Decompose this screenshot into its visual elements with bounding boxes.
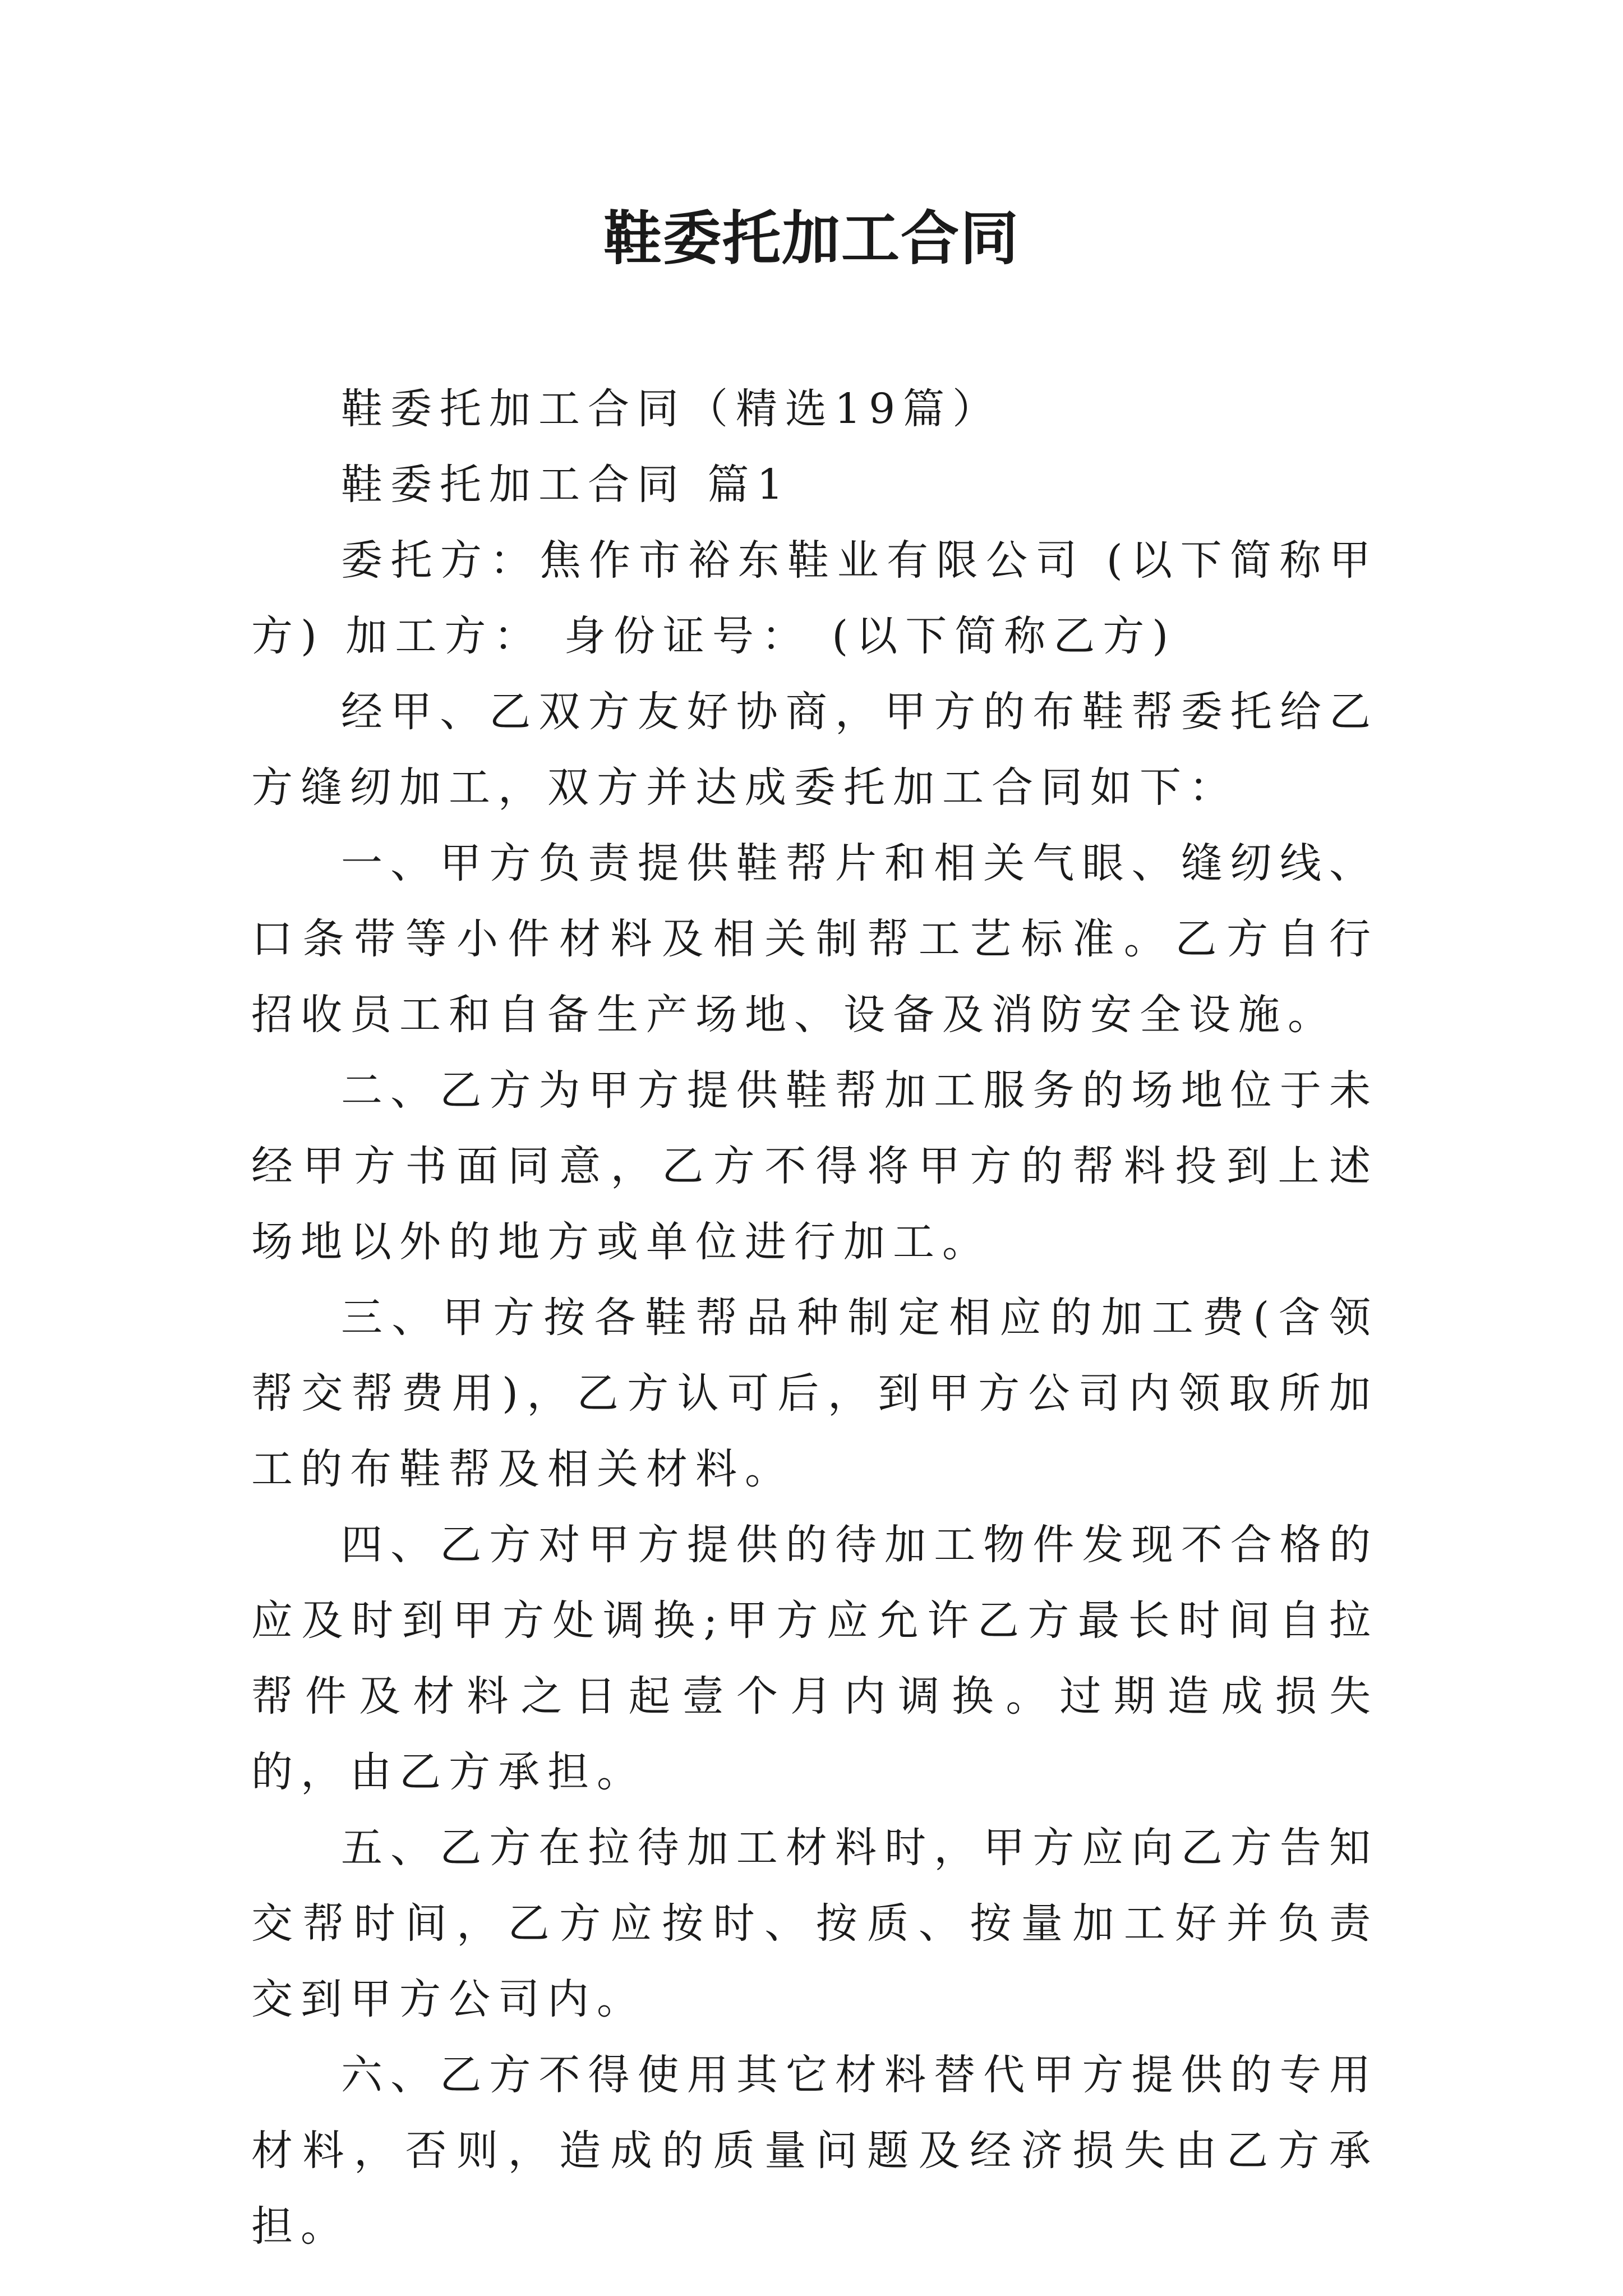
paragraph-clause-2: 二、乙方为甲方提供鞋帮加工服务的场地位于未经甲方书面同意，乙方不得将甲方的帮料投到上述场地以外的地方或单位进行加工。 <box>251 1066 1378 1266</box>
paragraph-preamble: 经甲、乙双方友好协商，甲方的布鞋帮委托给乙方缝纫加工，双方并达成委托加工合同如下： <box>251 688 1378 812</box>
paragraph-parties: 委托方：焦作市裕东鞋业有限公司 (以下简称甲方) 加工方： 身份证号： (以下简称乙方) <box>251 536 1378 660</box>
paragraph-clause-3: 三、甲方按各鞋帮品种制定相应的加工费(含领帮交帮费用)，乙方认可后，到甲方公司内领取所加工的布鞋帮及相关材料。 <box>251 1294 1378 1493</box>
document-title: 鞋委托加工合同 <box>603 204 1020 273</box>
paragraph-clause-5: 五、乙方在拉待加工材料时，甲方应向乙方告知交帮时间，乙方应按时、按质、按量加工好并负责交到甲方公司内。 <box>251 1824 1378 2023</box>
paragraph-clause-1: 一、甲方负责提供鞋帮片和相关气眼、缝纫线、口条带等小件材料及相关制帮工艺标准。乙方自行招收员工和自备生产场地、设备及消防安全设施。 <box>251 839 1378 1039</box>
paragraph-section-heading: 鞋委托加工合同 篇1 <box>341 461 791 509</box>
paragraph-clause-4: 四、乙方对甲方提供的待加工物件发现不合格的应及时到甲方处调换;甲方应允许乙方最长时间自拉帮件及材料之日起壹个月内调换。过期造成损失的，由乙方承担。 <box>251 1521 1378 1796</box>
paragraph-clause-6: 六、乙方不得使用其它材料替代甲方提供的专用材料，否则，造成的质量问题及经济损失由乙方承担。 <box>251 2051 1378 2251</box>
document-body <box>251 371 1378 2265</box>
paragraph-subtitle: 鞋委托加工合同（精选19篇） <box>341 385 1002 433</box>
